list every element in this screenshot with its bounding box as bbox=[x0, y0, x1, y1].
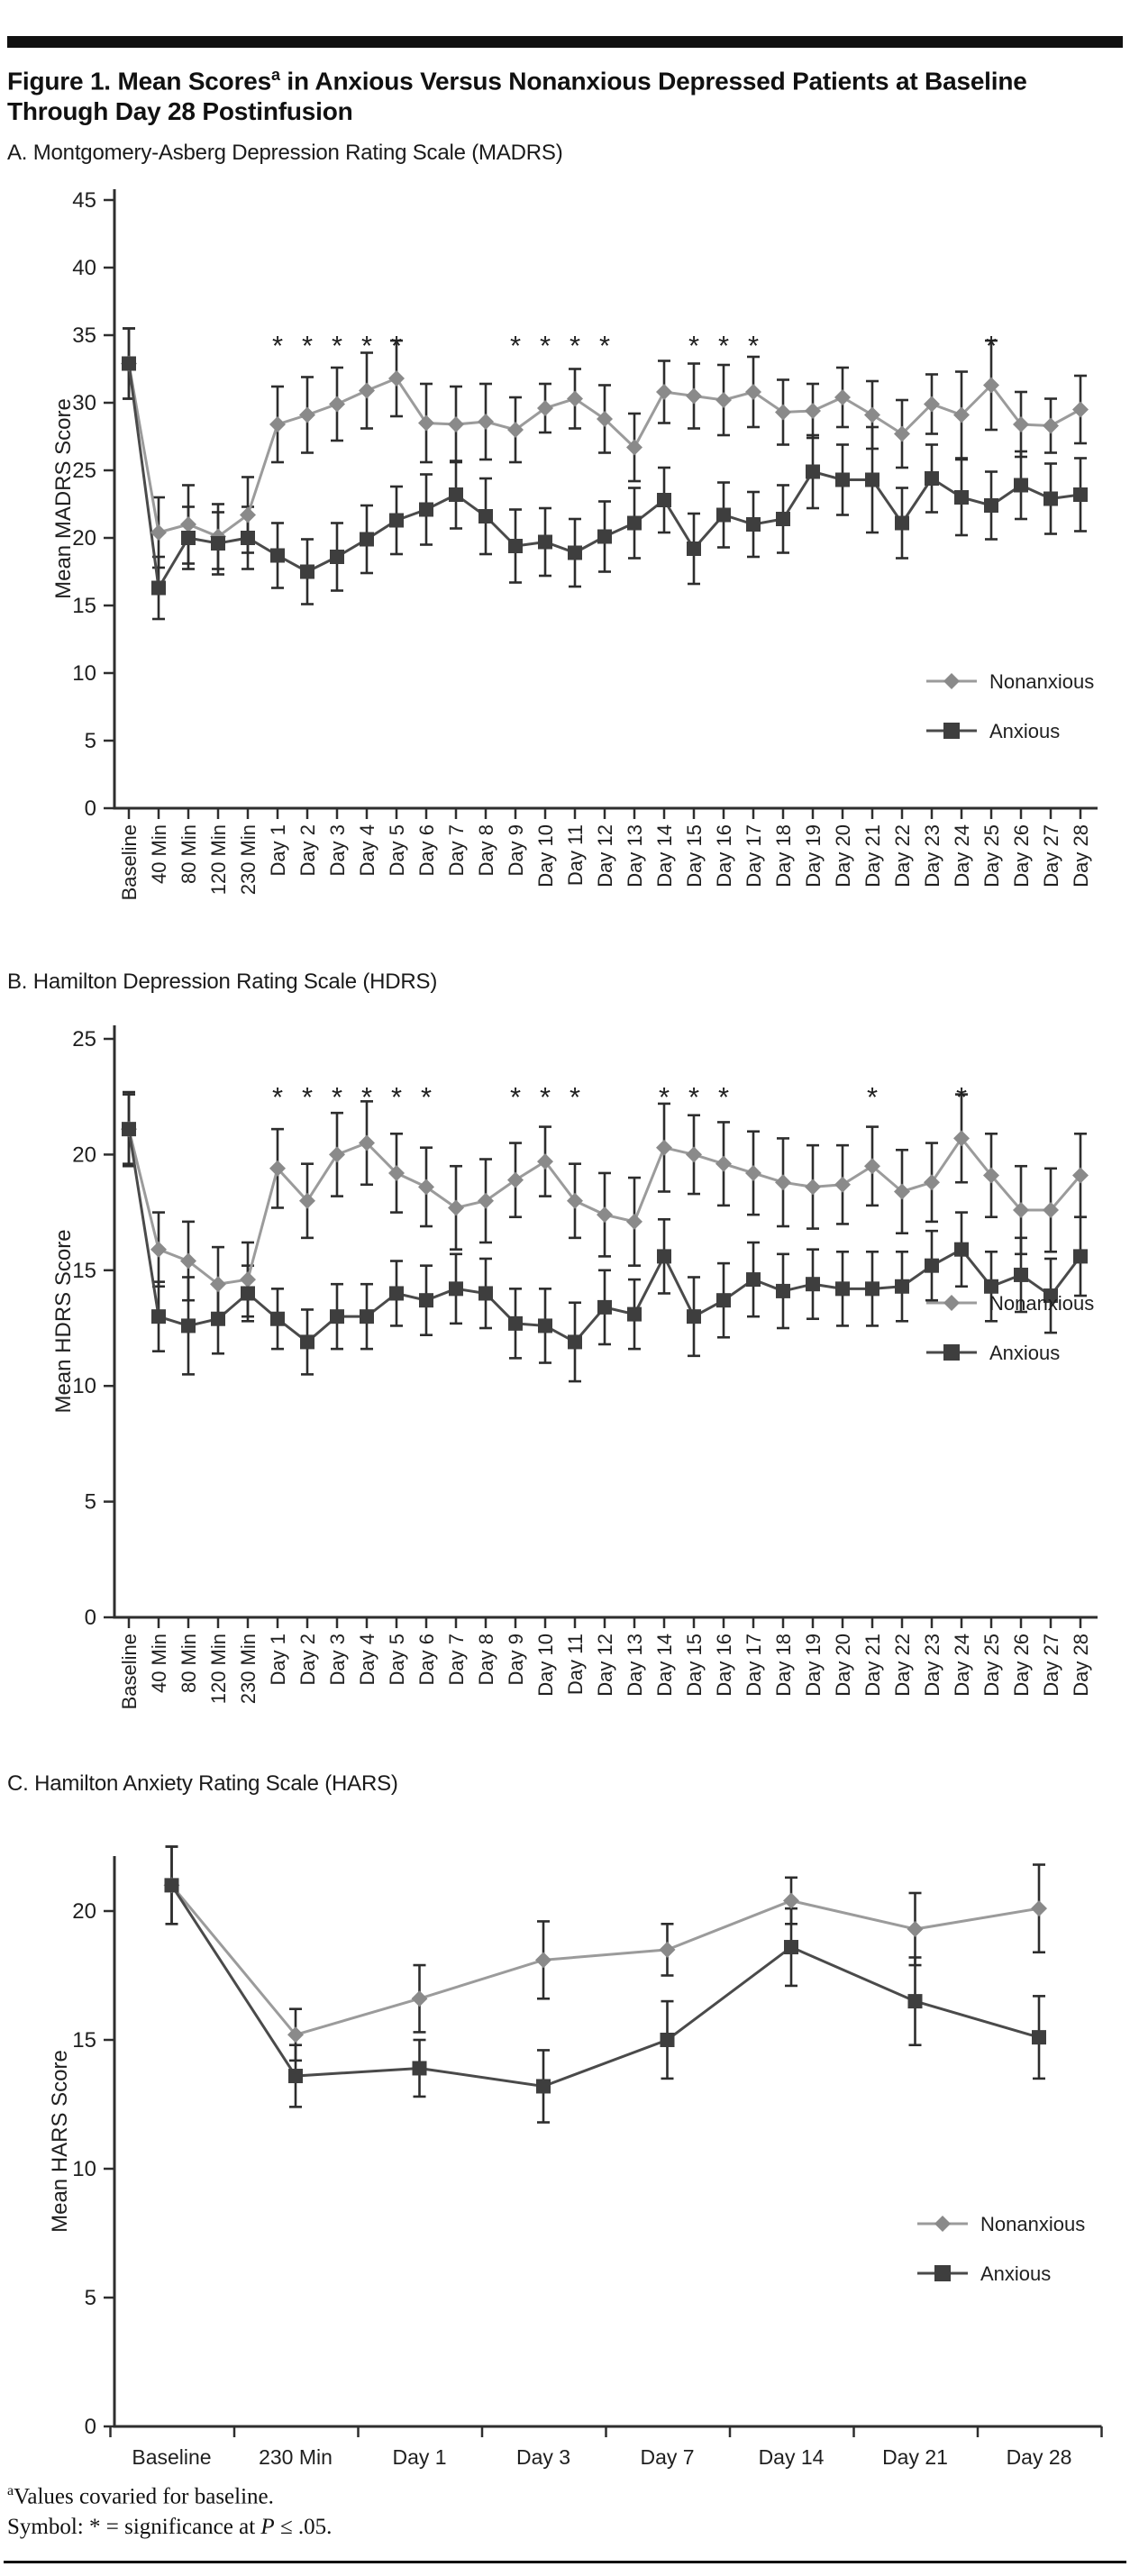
svg-text:Day 15: Day 15 bbox=[683, 1634, 706, 1697]
svg-text:30: 30 bbox=[72, 391, 96, 415]
svg-text:*: * bbox=[331, 330, 343, 361]
svg-text:Day 11: Day 11 bbox=[564, 1634, 587, 1696]
svg-text:40 Min: 40 Min bbox=[148, 824, 170, 885]
svg-text:Day 20: Day 20 bbox=[832, 1634, 854, 1697]
svg-text:Day 25: Day 25 bbox=[980, 1634, 1003, 1697]
svg-text:*: * bbox=[331, 1081, 343, 1113]
svg-text:80 Min: 80 Min bbox=[178, 824, 200, 885]
panel-a-chart bbox=[0, 180, 1130, 933]
svg-text:Day 8: Day 8 bbox=[475, 1634, 497, 1686]
svg-text:Day 2: Day 2 bbox=[296, 1634, 319, 1686]
svg-text:80 Min: 80 Min bbox=[178, 1634, 200, 1694]
svg-text:10: 10 bbox=[72, 661, 96, 686]
svg-text:0: 0 bbox=[84, 2415, 96, 2439]
svg-text:Day 28: Day 28 bbox=[1006, 2445, 1072, 2469]
svg-text:Day 21: Day 21 bbox=[861, 1634, 884, 1697]
svg-text:Day 17: Day 17 bbox=[743, 824, 765, 887]
svg-text:Day 21: Day 21 bbox=[861, 824, 884, 887]
legend bbox=[926, 1292, 1094, 1364]
svg-text:Day 26: Day 26 bbox=[1010, 1634, 1033, 1697]
series-line-nonanxious bbox=[172, 1885, 1040, 2034]
svg-text:Day 5: Day 5 bbox=[386, 824, 408, 877]
figure-title-text: Figure 1. Mean Scores bbox=[7, 67, 272, 96]
svg-text:*: * bbox=[301, 330, 314, 361]
svg-text:Day 14: Day 14 bbox=[653, 1634, 676, 1697]
svg-text:40 Min: 40 Min bbox=[148, 1634, 170, 1694]
svg-text:*: * bbox=[985, 330, 998, 361]
svg-text:Day 13: Day 13 bbox=[624, 1634, 646, 1697]
significance-asterisks bbox=[272, 330, 997, 361]
panel-a-plot bbox=[0, 180, 1130, 928]
svg-text:*: * bbox=[569, 1081, 581, 1113]
svg-text:5: 5 bbox=[84, 729, 96, 753]
svg-text:Day 27: Day 27 bbox=[1040, 1634, 1062, 1697]
legend-label-nonanxious: Nonanxious bbox=[989, 670, 1095, 693]
svg-text:*: * bbox=[420, 1081, 433, 1113]
legend-label-anxious: Anxious bbox=[980, 2262, 1052, 2285]
figure-footnotes bbox=[7, 2476, 998, 2543]
axes bbox=[72, 1856, 1101, 2439]
svg-text:20: 20 bbox=[72, 1899, 96, 1924]
svg-text:5: 5 bbox=[84, 2286, 96, 2310]
svg-text:Day 24: Day 24 bbox=[951, 824, 973, 887]
svg-text:20: 20 bbox=[72, 526, 96, 551]
svg-text:0: 0 bbox=[84, 796, 96, 821]
svg-text:5: 5 bbox=[84, 1489, 96, 1515]
y-axis-title: Mean HARS Score bbox=[48, 2050, 72, 2233]
svg-text:10: 10 bbox=[72, 1374, 96, 1399]
svg-text:Day 23: Day 23 bbox=[921, 824, 943, 887]
svg-text:Day 13: Day 13 bbox=[624, 824, 646, 887]
svg-text:Day 1: Day 1 bbox=[267, 1634, 289, 1686]
svg-text:Day 14: Day 14 bbox=[758, 2445, 825, 2469]
svg-text:Day 7: Day 7 bbox=[640, 2445, 695, 2469]
svg-text:Day 17: Day 17 bbox=[743, 1634, 765, 1697]
footnote-line-2 bbox=[7, 2512, 998, 2543]
svg-text:Day 5: Day 5 bbox=[386, 1634, 408, 1686]
svg-text:20: 20 bbox=[72, 1142, 96, 1168]
svg-text:Baseline: Baseline bbox=[118, 824, 141, 901]
x-axis-labels bbox=[118, 808, 1092, 900]
svg-text:Day 20: Day 20 bbox=[832, 824, 854, 887]
svg-text:Day 14: Day 14 bbox=[653, 824, 676, 887]
svg-text:Day 2: Day 2 bbox=[296, 824, 319, 877]
svg-text:Day 6: Day 6 bbox=[415, 824, 438, 877]
svg-text:Day 11: Day 11 bbox=[564, 824, 587, 887]
svg-text:Day 3: Day 3 bbox=[326, 1634, 349, 1686]
svg-text:*: * bbox=[717, 330, 730, 361]
svg-text:*: * bbox=[360, 1081, 373, 1113]
svg-text:*: * bbox=[955, 1081, 968, 1113]
svg-text:Day 16: Day 16 bbox=[713, 824, 735, 887]
svg-text:Day 28: Day 28 bbox=[1070, 1634, 1092, 1697]
panel-a-heading: A. Montgomery-Asberg Depression Rating Scale (MADRS) bbox=[7, 141, 563, 165]
svg-text:Day 26: Day 26 bbox=[1010, 824, 1033, 887]
svg-text:Baseline: Baseline bbox=[132, 2445, 212, 2469]
svg-text:*: * bbox=[271, 1081, 284, 1113]
footnote-superscript: a bbox=[7, 2483, 14, 2499]
x-axis-labels bbox=[118, 1617, 1092, 1709]
error-bars-anxious bbox=[123, 329, 1087, 620]
figure-title bbox=[7, 59, 1071, 127]
svg-text:Day 22: Day 22 bbox=[891, 824, 914, 887]
svg-text:Day 4: Day 4 bbox=[356, 824, 378, 877]
svg-text:Day 24: Day 24 bbox=[951, 1634, 973, 1697]
svg-text:35: 35 bbox=[72, 323, 96, 348]
svg-text:Day 9: Day 9 bbox=[505, 824, 527, 877]
svg-text:*: * bbox=[598, 330, 611, 361]
svg-text:15: 15 bbox=[72, 594, 96, 618]
svg-text:*: * bbox=[569, 330, 581, 361]
svg-text:*: * bbox=[688, 330, 700, 361]
svg-text:*: * bbox=[866, 1081, 879, 1113]
svg-text:Day 28: Day 28 bbox=[1070, 824, 1092, 887]
svg-text:0: 0 bbox=[84, 1606, 96, 1630]
svg-text:15: 15 bbox=[72, 2028, 96, 2053]
series-markers-nonanxious bbox=[121, 1121, 1089, 1292]
svg-text:Day 25: Day 25 bbox=[980, 824, 1003, 887]
x-axis-labels bbox=[111, 2426, 1102, 2469]
panel-c-heading: C. Hamilton Anxiety Rating Scale (HARS) bbox=[7, 1771, 398, 1796]
panel-b-heading: B. Hamilton Depression Rating Scale (HDRS) bbox=[7, 969, 438, 994]
svg-text:120 Min: 120 Min bbox=[207, 1634, 230, 1705]
svg-text:*: * bbox=[301, 1081, 314, 1113]
figure-title-superscript: a bbox=[271, 66, 280, 84]
svg-text:Day 6: Day 6 bbox=[415, 1634, 438, 1686]
svg-text:Day 18: Day 18 bbox=[772, 824, 795, 887]
svg-text:230 Min: 230 Min bbox=[237, 1634, 260, 1705]
y-axis-title: Mean HDRS Score bbox=[51, 1229, 76, 1414]
svg-text:Day 19: Day 19 bbox=[802, 824, 825, 887]
legend-label-nonanxious: Nonanxious bbox=[989, 1292, 1095, 1315]
svg-text:45: 45 bbox=[72, 188, 96, 213]
svg-text:25: 25 bbox=[72, 459, 96, 483]
panel-c-chart bbox=[0, 1838, 1130, 2482]
svg-text:Day 19: Day 19 bbox=[802, 1634, 825, 1697]
svg-text:Day 7: Day 7 bbox=[445, 1634, 468, 1686]
svg-text:*: * bbox=[658, 1081, 670, 1113]
footnote-line-1-text: Values covaried for baseline. bbox=[14, 2484, 274, 2509]
svg-text:Day 8: Day 8 bbox=[475, 824, 497, 877]
panel-b-plot bbox=[0, 1018, 1130, 1739]
legend bbox=[926, 670, 1094, 742]
svg-text:*: * bbox=[390, 330, 403, 361]
svg-text:*: * bbox=[509, 330, 522, 361]
y-axis-title: Mean MADRS Score bbox=[51, 398, 76, 599]
svg-text:Day 9: Day 9 bbox=[505, 1634, 527, 1686]
figure-title-text-2: in Anxious Versus Nonanxious Depressed Patients at Baseline Through Day 28 Postinfusion bbox=[7, 67, 1027, 126]
svg-text:Day 18: Day 18 bbox=[772, 1634, 795, 1697]
footnote-line-2-text-end: ≤ .05. bbox=[274, 2515, 333, 2540]
svg-text:15: 15 bbox=[72, 1258, 96, 1283]
svg-text:*: * bbox=[717, 1081, 730, 1113]
svg-text:25: 25 bbox=[72, 1027, 96, 1051]
panel-c-plot bbox=[0, 1838, 1130, 2478]
svg-text:40: 40 bbox=[72, 256, 96, 280]
svg-text:120 Min: 120 Min bbox=[207, 824, 230, 896]
svg-text:Baseline: Baseline bbox=[118, 1634, 141, 1710]
svg-text:Day 3: Day 3 bbox=[326, 824, 349, 877]
svg-text:*: * bbox=[688, 1081, 700, 1113]
svg-text:*: * bbox=[509, 1081, 522, 1113]
bottom-rule bbox=[4, 2561, 1126, 2563]
footnote-line-2-text: Symbol: * = significance at bbox=[7, 2515, 261, 2540]
svg-text:10: 10 bbox=[72, 2157, 96, 2181]
legend-label-anxious: Anxious bbox=[989, 720, 1061, 742]
series-line-anxious bbox=[172, 1885, 1040, 2086]
svg-text:Day 3: Day 3 bbox=[515, 2445, 571, 2469]
svg-text:Day 10: Day 10 bbox=[534, 824, 557, 887]
footnote-line-1 bbox=[7, 2476, 998, 2512]
svg-text:Day 22: Day 22 bbox=[891, 1634, 914, 1697]
svg-text:Day 4: Day 4 bbox=[356, 1634, 378, 1686]
svg-text:*: * bbox=[539, 330, 551, 361]
svg-text:*: * bbox=[360, 330, 373, 361]
svg-text:Day 12: Day 12 bbox=[594, 824, 616, 887]
svg-text:*: * bbox=[747, 330, 760, 361]
svg-text:Day 7: Day 7 bbox=[445, 824, 468, 877]
svg-text:Day 27: Day 27 bbox=[1040, 824, 1062, 887]
legend-label-nonanxious: Nonanxious bbox=[980, 2213, 1086, 2235]
svg-text:*: * bbox=[539, 1081, 551, 1113]
axes bbox=[72, 1025, 1098, 1630]
svg-text:Day 21: Day 21 bbox=[882, 2445, 948, 2469]
svg-text:*: * bbox=[271, 330, 284, 361]
legend-label-anxious: Anxious bbox=[989, 1342, 1061, 1364]
svg-text:Day 23: Day 23 bbox=[921, 1634, 943, 1697]
svg-text:Day 12: Day 12 bbox=[594, 1634, 616, 1697]
footnote-p-italic: P bbox=[260, 2515, 275, 2540]
svg-text:Day 1: Day 1 bbox=[392, 2445, 447, 2469]
svg-text:Day 16: Day 16 bbox=[713, 1634, 735, 1697]
top-rule bbox=[7, 36, 1123, 48]
panel-b-chart bbox=[0, 1018, 1130, 1743]
legend bbox=[917, 2213, 1085, 2285]
svg-text:Day 10: Day 10 bbox=[534, 1634, 557, 1697]
svg-text:Day 1: Day 1 bbox=[267, 824, 289, 877]
svg-text:230 Min: 230 Min bbox=[237, 824, 260, 896]
svg-text:230 Min: 230 Min bbox=[259, 2445, 333, 2469]
svg-text:*: * bbox=[390, 1081, 403, 1113]
significance-asterisks bbox=[272, 1081, 967, 1113]
svg-text:Day 15: Day 15 bbox=[683, 824, 706, 887]
